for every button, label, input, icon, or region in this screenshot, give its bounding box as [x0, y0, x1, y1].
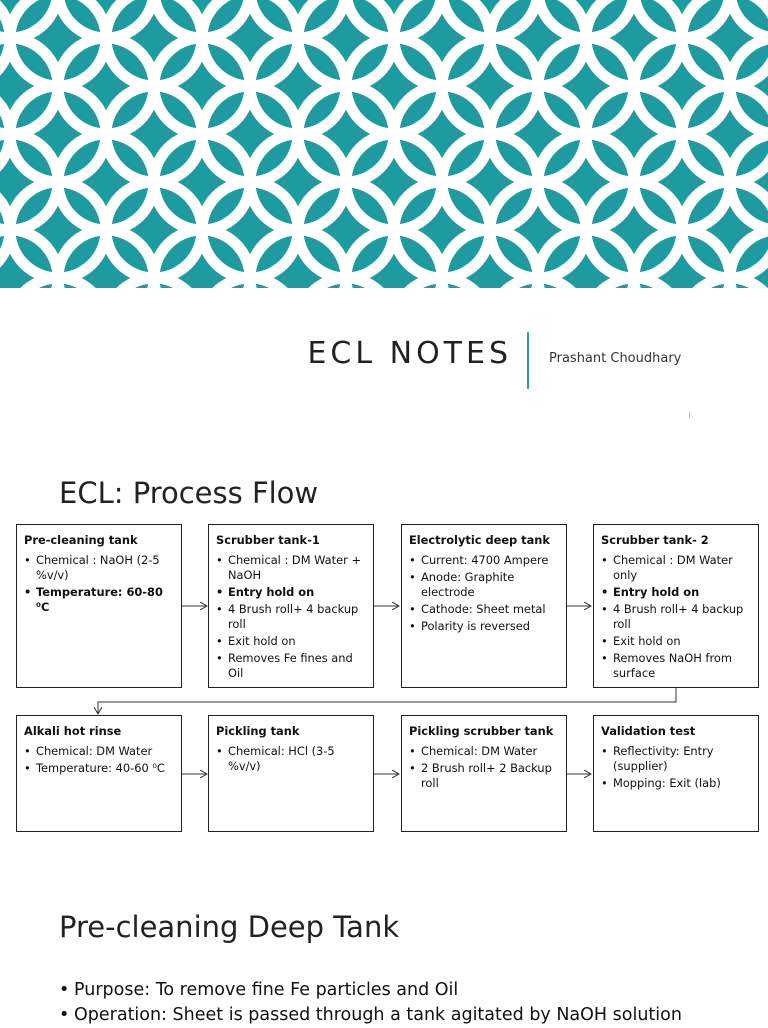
- presentation-title: ECL NOTES: [307, 336, 512, 371]
- process-box-alkali-hot-rinse: [16, 715, 182, 832]
- deep-tank-point: • Purpose: To remove fine Fe particles and Oil: [59, 978, 682, 1003]
- box-item: • Mopping: Exit (lab): [601, 776, 751, 791]
- box-heading: Pickling tank: [216, 724, 300, 738]
- deep-tank-points: [59, 978, 682, 1028]
- box-item: • Cathode: Sheet metal: [409, 602, 559, 617]
- pre-cleaning-deep-tank-slide: [0, 864, 768, 1024]
- process-box-validation-test: [593, 715, 759, 832]
- box-item: • Removes NaOH from surface: [601, 651, 751, 681]
- box-item: • Polarity is reversed: [409, 619, 559, 634]
- box-item: • Exit hold on: [601, 634, 751, 649]
- process-box-scrubber-tank-2: [593, 524, 759, 688]
- box-item: • Removes Fe fines and Oil: [216, 651, 366, 681]
- process-box-pickling-scrubber-tank: [401, 715, 567, 832]
- box-item: • Reflectivity: Entry (supplier): [601, 744, 751, 774]
- box-heading: Alkali hot rinse: [24, 724, 122, 738]
- process-box-pre-cleaning-tank: [16, 524, 182, 688]
- box-item: • Chemical : DM Water only: [601, 553, 751, 583]
- process-flow-title: ECL: Process Flow: [59, 476, 319, 510]
- box-item: • Anode: Graphite electrode: [409, 570, 559, 600]
- box-heading: Scrubber tank-1: [216, 533, 320, 547]
- banner-ring-pattern: [0, 0, 768, 288]
- box-item: • Chemical: HCl (3-5 %v/v): [216, 744, 366, 774]
- box-heading: Pickling scrubber tank: [409, 724, 554, 738]
- box-item: • Entry hold on: [601, 585, 751, 600]
- box-item: • Chemical: DM Water: [24, 744, 174, 759]
- decorative-pattern-banner: [0, 0, 768, 288]
- title-slide: [0, 0, 768, 432]
- process-box-pickling-tank: [208, 715, 374, 832]
- box-item: • 4 Brush roll+ 4 backup roll: [216, 602, 366, 632]
- box-item: • Temperature: 40-60 ⁰C: [24, 761, 174, 776]
- deep-tank-point: • Operation: Sheet is passed through a tank agitated by NaOH solution: [59, 1003, 682, 1028]
- box-item: • Current: 4700 Ampere: [409, 553, 559, 568]
- process-box-electrolytic-deep-tank: [401, 524, 567, 688]
- process-box-scrubber-tank-1: [208, 524, 374, 688]
- box-item: • Chemical : DM Water + NaOH: [216, 553, 366, 583]
- box-item: • 2 Brush roll+ 2 Backup roll: [409, 761, 559, 791]
- deep-tank-title: Pre-cleaning Deep Tank: [59, 910, 400, 944]
- box-heading: Electrolytic deep tank: [409, 533, 550, 547]
- box-heading: Pre-cleaning tank: [24, 533, 138, 547]
- arrow-4-to-5: [98, 688, 676, 714]
- box-heading: Scrubber tank- 2: [601, 533, 709, 547]
- box-item: • Entry hold on: [216, 585, 366, 600]
- box-item: • Temperature: 60-80 ⁰C: [24, 585, 174, 615]
- process-flow-slide: [0, 432, 768, 864]
- box-item: • Exit hold on: [216, 634, 366, 649]
- box-item: • Chemical : NaOH (2-5 %v/v): [24, 553, 174, 583]
- author-name: Prashant Choudhary: [549, 351, 682, 366]
- box-item: • 4 Brush roll+ 4 backup roll: [601, 602, 751, 632]
- box-heading: Validation test: [601, 724, 696, 738]
- title-divider: [527, 332, 529, 389]
- box-item: • Chemical: DM Water: [409, 744, 559, 759]
- slide-mark: [689, 412, 690, 418]
